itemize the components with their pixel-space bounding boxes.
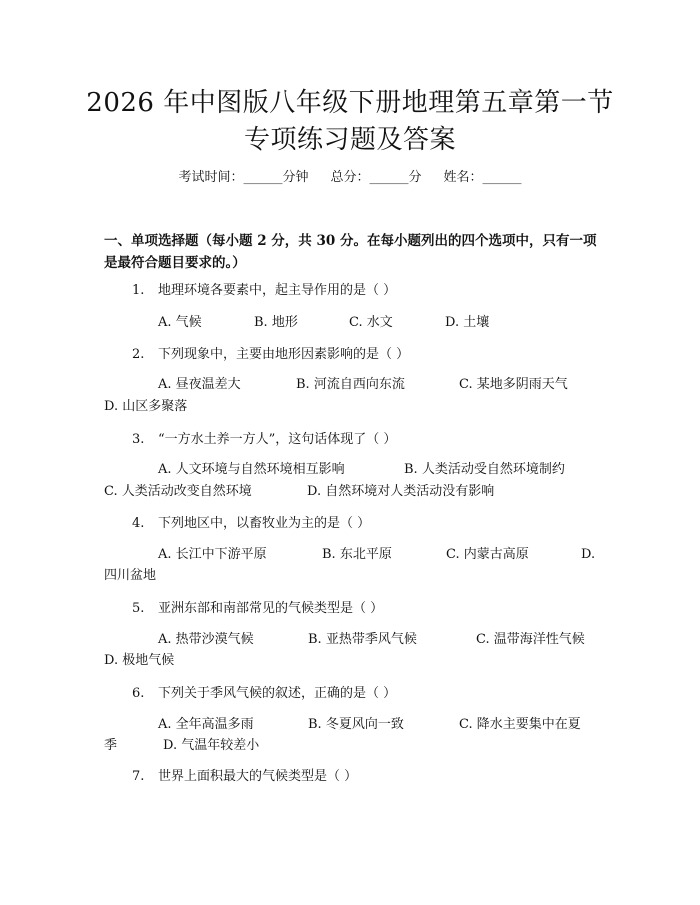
question-7 bbox=[132, 767, 357, 787]
page-title-line1: 2026 年中图版八年级下册地理第五章第一节 bbox=[86, 88, 614, 118]
q5-option-a: A. 热带沙漠气候 bbox=[158, 632, 254, 647]
question-stem: 下列现象中，主要由地形因素影响的是（ ） bbox=[158, 347, 410, 362]
section-heading-line2: 是最符合题目要求的。） bbox=[104, 255, 246, 271]
q3-option-a: A. 人文环境与自然环境相互影响 bbox=[158, 462, 345, 477]
question-number: 3. bbox=[132, 432, 145, 447]
question-number: 4. bbox=[132, 516, 145, 531]
q1-option-c: C. 水文 bbox=[349, 315, 393, 330]
q1-option-b: B. 地形 bbox=[254, 315, 298, 330]
q4-option-d-letter: D. bbox=[581, 547, 596, 562]
q6-option-a: A. 全年高温多雨 bbox=[158, 717, 254, 732]
q6-option-c-text: C. 降水主要集中在夏 bbox=[459, 717, 581, 732]
question-number: 5. bbox=[132, 601, 145, 616]
q4-option-a: A. 长江中下游平原 bbox=[158, 547, 267, 562]
q3-option-d: D. 自然环境对人类活动没有影响 bbox=[307, 484, 495, 499]
question-3 bbox=[132, 430, 396, 450]
section-heading bbox=[104, 230, 599, 274]
question-stem: 下列地区中，以畜牧业为主的是（ ） bbox=[158, 516, 371, 531]
question-1 bbox=[132, 281, 396, 301]
question-number: 2. bbox=[132, 347, 145, 362]
q2-option-a: A. 昼夜温差大 bbox=[158, 377, 241, 392]
question-stem: 世界上面积最大的气候类型是（ ） bbox=[158, 769, 358, 784]
q1-option-d: D. 土壤 bbox=[445, 315, 490, 330]
question-4 bbox=[132, 514, 370, 534]
q3-option-c: C. 人类活动改变自然环境 bbox=[104, 484, 252, 499]
question-2 bbox=[132, 345, 409, 365]
question-5 bbox=[132, 599, 383, 619]
q5-option-d: D. 极地气候 bbox=[104, 653, 175, 668]
question-number: 7. bbox=[132, 769, 145, 784]
q2-option-b: B. 河流自西向东流 bbox=[296, 377, 405, 392]
question-stem: 下列关于季风气候的叙述，正确的是（ ） bbox=[158, 686, 397, 701]
q4-option-c: C. 内蒙古高原 bbox=[446, 547, 529, 562]
q4-option-b: B. 东北平原 bbox=[322, 547, 392, 562]
question-stem: “一方水土养一方人”，这句话体现了（ ） bbox=[158, 432, 397, 447]
q5-option-b: B. 亚热带季风气候 bbox=[308, 632, 417, 647]
question-6 bbox=[132, 684, 396, 704]
q6-option-d: D. 气温年较差小 bbox=[163, 738, 260, 753]
q6-option-b: B. 冬夏风向一致 bbox=[308, 717, 404, 732]
q6-option-c-continued: 季 bbox=[104, 738, 118, 753]
q3-option-b: B. 人类活动受自然环境制约 bbox=[404, 462, 565, 477]
exam-info bbox=[0, 166, 700, 185]
question-number: 6. bbox=[132, 686, 145, 701]
page-title-line2: 专项练习题及答案 bbox=[243, 125, 456, 155]
section-heading-line1: 一、单项选择题（每小题 2 分，共 30 分。在每小题列出的四个选项中，只有一项 bbox=[104, 233, 597, 249]
q5-option-c: C. 温带海洋性气候 bbox=[476, 632, 585, 647]
exam-time-field: 考试时间：______分钟 bbox=[178, 170, 309, 185]
q2-option-c: C. 某地多阴雨天气 bbox=[459, 377, 568, 392]
question-stem: 地理环境各要素中，起主导作用的是（ ） bbox=[158, 283, 397, 298]
q2-option-d: D. 山区多聚落 bbox=[104, 399, 188, 414]
student-name-field: 姓名：______ bbox=[443, 170, 522, 185]
q4-option-d-text: 四川盆地 bbox=[104, 568, 157, 583]
question-stem: 亚洲东部和南部常见的气候类型是（ ） bbox=[158, 601, 384, 616]
question-number: 1. bbox=[132, 283, 145, 298]
total-score-field: 总分：______分 bbox=[330, 170, 422, 185]
q1-option-a: A. 气候 bbox=[158, 315, 202, 330]
